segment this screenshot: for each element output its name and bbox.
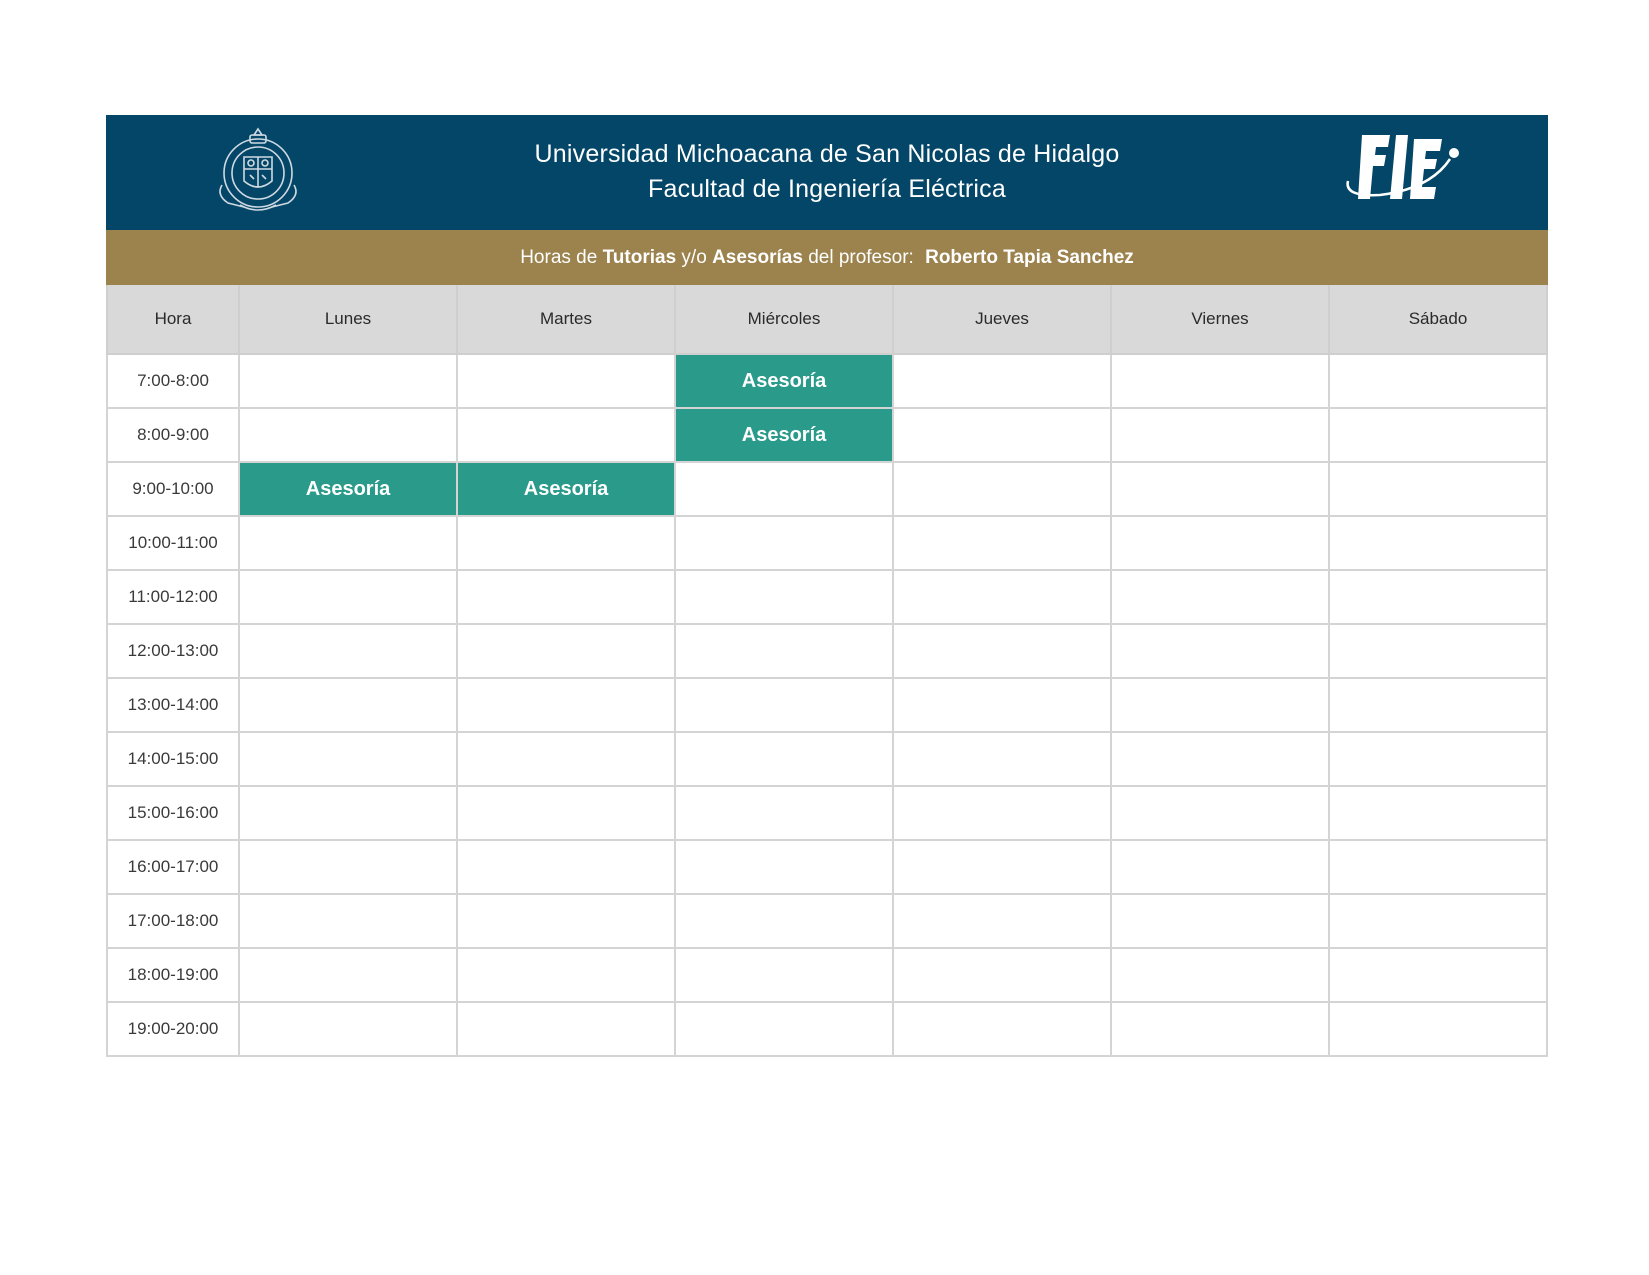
table-row bbox=[107, 678, 1547, 732]
university-seal-icon bbox=[214, 123, 302, 215]
banner-suffix: del profesor: bbox=[808, 247, 914, 268]
header-titles bbox=[356, 137, 1298, 207]
schedule-cell bbox=[1111, 354, 1329, 408]
schedule-cell bbox=[1329, 948, 1547, 1002]
schedule-cell bbox=[1329, 408, 1547, 462]
schedule-cell bbox=[457, 786, 675, 840]
schedule-cell bbox=[457, 354, 675, 408]
hour-cell: 9:00-10:00 bbox=[107, 462, 239, 516]
table-row bbox=[107, 732, 1547, 786]
table-row bbox=[107, 354, 1547, 408]
faculty-name: Facultad de Ingeniería Eléctrica bbox=[648, 175, 1006, 203]
professor-banner bbox=[106, 230, 1548, 285]
column-header-hora: Hora bbox=[107, 285, 239, 354]
table-row bbox=[107, 408, 1547, 462]
schedule-cell bbox=[675, 840, 893, 894]
schedule-cell bbox=[1111, 840, 1329, 894]
column-header-miercoles: Miércoles bbox=[675, 285, 893, 354]
schedule-cell bbox=[1329, 894, 1547, 948]
banner-connector: y/o bbox=[681, 247, 707, 268]
schedule-cell bbox=[457, 732, 675, 786]
banner-prefix: Horas de bbox=[520, 247, 598, 268]
hour-cell: 12:00-13:00 bbox=[107, 624, 239, 678]
schedule-cell bbox=[893, 570, 1111, 624]
schedule-cell bbox=[1111, 570, 1329, 624]
appointment-cell: Asesoría bbox=[457, 462, 675, 516]
schedule-cell bbox=[457, 408, 675, 462]
schedule-cell bbox=[675, 732, 893, 786]
schedule-cell bbox=[1111, 732, 1329, 786]
hour-cell: 18:00-19:00 bbox=[107, 948, 239, 1002]
appointment-cell: Asesoría bbox=[675, 354, 893, 408]
table-row bbox=[107, 462, 1547, 516]
schedule-cell bbox=[893, 786, 1111, 840]
schedule-cell bbox=[239, 840, 457, 894]
fie-logo bbox=[1340, 129, 1466, 209]
schedule-cell bbox=[1111, 624, 1329, 678]
hour-cell: 14:00-15:00 bbox=[107, 732, 239, 786]
banner-tutorias: Tutorias bbox=[602, 247, 677, 268]
schedule-cell bbox=[893, 516, 1111, 570]
schedule-cell bbox=[1111, 516, 1329, 570]
schedule-cell bbox=[457, 516, 675, 570]
schedule-cell bbox=[239, 786, 457, 840]
hour-cell: 11:00-12:00 bbox=[107, 570, 239, 624]
schedule-cell bbox=[239, 948, 457, 1002]
schedule-cell bbox=[239, 516, 457, 570]
schedule-cell bbox=[1329, 462, 1547, 516]
hour-cell: 7:00-8:00 bbox=[107, 354, 239, 408]
schedule-cell bbox=[457, 624, 675, 678]
schedule-cell bbox=[239, 624, 457, 678]
table-row bbox=[107, 948, 1547, 1002]
schedule-cell bbox=[1329, 516, 1547, 570]
column-header-sabado: Sábado bbox=[1329, 285, 1547, 354]
schedule-cell bbox=[239, 678, 457, 732]
schedule-cell bbox=[893, 948, 1111, 1002]
schedule-cell bbox=[675, 462, 893, 516]
table-row bbox=[107, 570, 1547, 624]
schedule-cell bbox=[1111, 948, 1329, 1002]
schedule-cell bbox=[893, 624, 1111, 678]
appointment-cell: Asesoría bbox=[239, 462, 457, 516]
schedule-cell bbox=[457, 570, 675, 624]
schedule-cell bbox=[1329, 624, 1547, 678]
schedule-cell bbox=[1329, 678, 1547, 732]
schedule-cell bbox=[1329, 1002, 1547, 1056]
schedule-cell bbox=[893, 732, 1111, 786]
schedule-cell bbox=[1111, 1002, 1329, 1056]
schedule-cell bbox=[457, 894, 675, 948]
schedule-cell bbox=[675, 894, 893, 948]
schedule-cell bbox=[1111, 462, 1329, 516]
schedule-cell bbox=[893, 678, 1111, 732]
professor-name: Roberto Tapia Sanchez bbox=[925, 247, 1134, 268]
appointment-cell: Asesoría bbox=[675, 408, 893, 462]
schedule-cell bbox=[1329, 786, 1547, 840]
banner-asesorias: Asesorías bbox=[712, 247, 803, 268]
schedule-cell bbox=[893, 354, 1111, 408]
schedule-cell bbox=[1329, 570, 1547, 624]
schedule-cell bbox=[239, 894, 457, 948]
schedule-cell bbox=[239, 408, 457, 462]
schedule-cell bbox=[893, 462, 1111, 516]
schedule-cell bbox=[675, 516, 893, 570]
schedule-cell bbox=[1329, 732, 1547, 786]
table-row bbox=[107, 624, 1547, 678]
schedule-cell bbox=[893, 894, 1111, 948]
schedule-cell bbox=[457, 948, 675, 1002]
schedule-cell bbox=[675, 570, 893, 624]
schedule-cell bbox=[1111, 786, 1329, 840]
table-header-row bbox=[107, 285, 1547, 354]
schedule-cell bbox=[675, 678, 893, 732]
schedule-cell bbox=[675, 786, 893, 840]
column-header-viernes: Viernes bbox=[1111, 285, 1329, 354]
hour-cell: 19:00-20:00 bbox=[107, 1002, 239, 1056]
column-header-martes: Martes bbox=[457, 285, 675, 354]
hour-cell: 17:00-18:00 bbox=[107, 894, 239, 948]
schedule-cell bbox=[1111, 408, 1329, 462]
hour-cell: 8:00-9:00 bbox=[107, 408, 239, 462]
schedule-cell bbox=[457, 840, 675, 894]
schedule-cell bbox=[675, 948, 893, 1002]
schedule-cell bbox=[1329, 840, 1547, 894]
schedule-cell bbox=[1111, 678, 1329, 732]
hour-cell: 13:00-14:00 bbox=[107, 678, 239, 732]
schedule-cell bbox=[893, 1002, 1111, 1056]
schedule-cell bbox=[893, 840, 1111, 894]
table-row bbox=[107, 1002, 1547, 1056]
schedule-table bbox=[106, 285, 1548, 1057]
schedule-cell bbox=[893, 408, 1111, 462]
schedule-sheet bbox=[106, 115, 1548, 1057]
schedule-cell bbox=[1329, 354, 1547, 408]
hour-cell: 10:00-11:00 bbox=[107, 516, 239, 570]
page-header bbox=[106, 115, 1548, 230]
schedule-cell bbox=[1111, 894, 1329, 948]
table-row bbox=[107, 840, 1547, 894]
schedule-cell bbox=[675, 624, 893, 678]
schedule-cell bbox=[239, 1002, 457, 1056]
schedule-cell bbox=[457, 678, 675, 732]
hour-cell: 16:00-17:00 bbox=[107, 840, 239, 894]
column-header-lunes: Lunes bbox=[239, 285, 457, 354]
hour-cell: 15:00-16:00 bbox=[107, 786, 239, 840]
schedule-cell bbox=[239, 570, 457, 624]
column-header-jueves: Jueves bbox=[893, 285, 1111, 354]
schedule-cell bbox=[239, 354, 457, 408]
table-row bbox=[107, 786, 1547, 840]
table-row bbox=[107, 516, 1547, 570]
schedule-body bbox=[107, 354, 1547, 1056]
schedule-cell bbox=[675, 1002, 893, 1056]
university-name: Universidad Michoacana de San Nicolas de Hidalgo bbox=[534, 140, 1120, 168]
schedule-cell bbox=[239, 732, 457, 786]
schedule-cell bbox=[457, 1002, 675, 1056]
table-row bbox=[107, 894, 1547, 948]
